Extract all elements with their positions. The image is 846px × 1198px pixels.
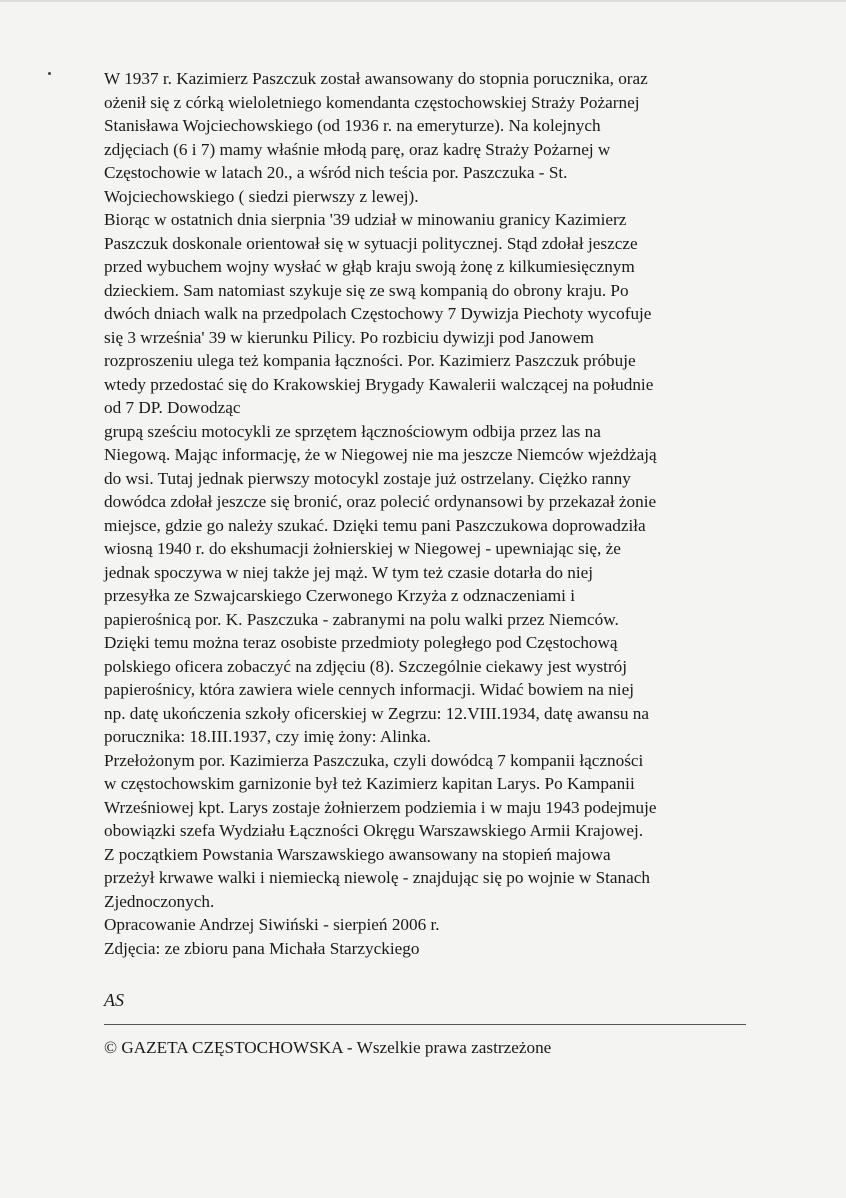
author-credit: Opracowanie Andrzej Siwiński - sierpień 2006 r.: [104, 915, 440, 934]
article-body: [104, 67, 764, 960]
scan-mark: [48, 72, 51, 75]
signature-initials: AS: [104, 990, 124, 1010]
paragraph-marriage: W 1937 r. Kazimierz Paszczuk został awansowany do stopnia porucznika, oraz ożenił się z córką wieloletniego komendanta częstochowskiej Straży Pożarnej Stanisława Wojciechowskiego (od 1936 r. na emeryturze). Na kolejnych zdjęciach (6 i 7) mamy właśnie młodą parę, oraz kadrę Straży Pożarnej w Częstochowie w latach 20., a wśród nich teścia por. Paszczuka - St. Wojciechowskiego ( siedzi pierwszy z lewej).: [104, 69, 648, 206]
paragraph-september-1939: Biorąc w ostatnich dnia sierpnia '39 udział w minowaniu granicy Kazimierz Paszczuk doskonale orientował się w sytuacji politycznej. Stąd zdołał jeszcze przed wybuchem wojny wysłać w głąb kraju swoją żonę z kilkumiesięcznym dzieckiem. Sam natomiast szykuje się ze swą kompanią do obrony kraju. Po dwóch dniach walk na przedpolach Częstochowy 7 Dywizja Piechoty wycofuje się 3 września' 39 w kierunku Pilicy. Po rozbiciu dywizji pod Janowem rozproszeniu ulega też kompania łączności. Por. Kazimierz Paszczuk próbuje wtedy przedostać się do Krakowskiej Brygady Kawalerii walczącej na południe od 7 DP. Dowodząc grupą sześciu motocykli ze sprzętem łącznościowym odbija przez las na Niegową. Mając informację, że w Niegowej nie ma jeszcze Niemców wjeżdżają do wsi. Tutaj jednak pierwszy motocykl zostaje już ostrzelany. Ciężko ranny dowódca zdołał jeszcze się bronić, oraz polecić ordynansowi by przekazał żonie miejsce, gdzie go należy szukać. Dzięki temu pani Paszczukowa doprowadziła wiosną 1940 r. do ekshumacji żołnierskiej w Niegowej - upewniając się, że jednak spoczywa w niej także jej mąż. W tym też czasie dotarła do niej przesyłka ze Szwajcarskiego Czerwonego Krzyża z odznaczeniami i papierośnicą por. K. Paszczuka - zabranymi na polu walki przez Niemców. Dzięki temu można teraz osobiste przedmioty poległego pod Częstochową polskiego oficera zobaczyć na zdjęciu (8). Szczególnie ciekawy jest wystrój papierośnicy, która zawiera wiele cennych informacji. Widać bowiem na niej np. datę ukończenia szkoły oficerskiej w Zegrzu: 12.VIII.1934, datę awansu na porucznika: 18.III.1937, czy imię żony: Alinka.: [104, 210, 657, 746]
page-edge: [0, 0, 846, 2]
photo-credit: Zdjęcia: ze zbioru pana Michała Starzyckiego: [104, 938, 420, 958]
copyright-footer: © GAZETA CZĘSTOCHOWSKA - Wszelkie prawa zastrzeżone: [104, 1038, 552, 1057]
paragraph-captain-larys: Przełożonym por. Kazimierza Paszczuka, czyli dowódcą 7 kompanii łączności w częstochowskim garnizonie był też Kazimierz kapitan Larys. Po Kampanii Wrześniowej kpt. Larys zostaje żołnierzem podziemia i w maju 1943 podejmuje obowiązki szefa Wydziału Łączności Okręgu Warszawskiego Armii Krajowej. Z początkiem Powstania Warszawskiego awansowany na stopień majowa przeżył krwawe walki i niemiecką niewolę - znajdując się po wojnie w Stanach Zjednoczonych.: [104, 750, 657, 911]
footer-divider: [104, 1024, 746, 1025]
